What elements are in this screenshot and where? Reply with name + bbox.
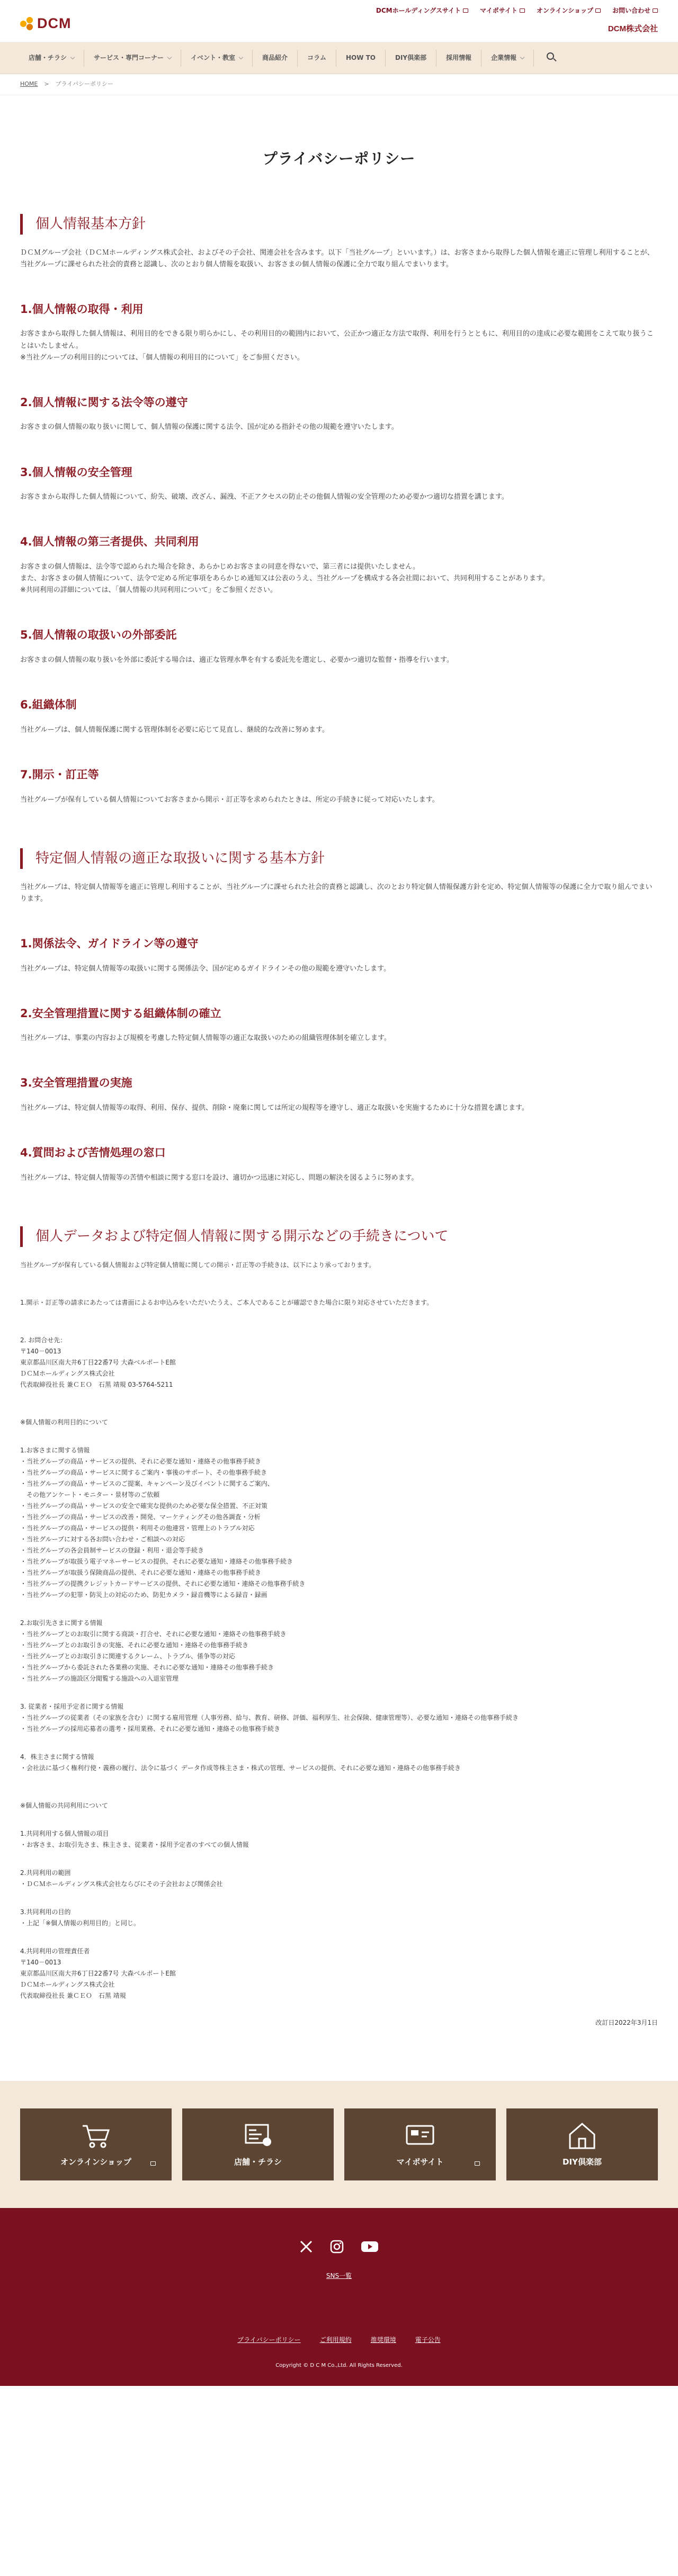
footer-cards	[0, 2081, 678, 2208]
policy-item-heading: 6.組織体制	[20, 698, 77, 712]
site-footer	[0, 2208, 678, 2386]
policy-item-text: お客さまの個人情報の取り扱いを外部に委託する場合は、適正な管理水準を有する委託先を選定し、必要かつ適切な監督・指導を行います。	[20, 656, 453, 664]
card-icon	[404, 2121, 436, 2150]
policy-item-text: 当社グループは、特定個人情報等の苦情や相談に関する窓口を設け、適切かつ迅速に対応し、問題の解決を図るように努めます。	[20, 1173, 418, 1182]
youtube-icon[interactable]	[361, 2240, 379, 2254]
section-intro: 当社グループは、特定個人情報等を適正に管理し利用することが、当社グループに課せられた社会的責務と認識し、次のとおり特定個人情報保護方針を定め、特定個人情報等の保護に全力で取り組んでまいります。	[20, 883, 653, 903]
policy-item-heading: 5.個人情報の取扱いの外部委託	[20, 629, 177, 642]
disclosure-intro: 当社グループが保有している個人情報および特定個人情報に関しての開示・訂正等の手続きは、以下により承っております。	[20, 1261, 376, 1269]
nav-events[interactable]: イベント・教室	[181, 50, 253, 67]
mail-icon	[653, 8, 658, 13]
policy-item-text: 当社グループは、事業の内容および規模を考慮した特定個人情報等の適正な取扱いのための組織管理体制を確立します。	[20, 1034, 391, 1043]
nav-services[interactable]: サービス・専門コーナー	[84, 50, 181, 67]
policy-item-heading: 3.個人情報の安全管理	[20, 465, 132, 479]
joint-use-heading: ※個人情報の共同利用について	[20, 1801, 108, 1809]
policy-item-heading: 4.個人情報の第三者提供、共同利用	[20, 535, 199, 549]
policy-item-text: お客さまの個人情報は、法令等で認められた場合を除き、あらかじめお客さまの同意を得ないで、第三者には提供いたしません。 また、お客さまの個人情報について、法令で定める所定事項をあらかじめ通知又は公表のうえ、当社グループを構成する各会社間において、共同利用することがあります。 ※共同利用の詳細については、「個人情報の共同利用について」をご参照ください。	[20, 563, 549, 595]
sns-list-link[interactable]: SNS一覧	[326, 2272, 352, 2280]
external-link-icon	[463, 8, 468, 13]
external-link-icon	[520, 8, 525, 13]
policy-items	[20, 935, 658, 1184]
policy-item-text: 当社グループは、個人情報保護に関する管理体制を必要に応じて見直し、継続的な改善に努めます。	[20, 725, 329, 734]
house-icon	[566, 2121, 599, 2150]
footer-card-mypo[interactable]: マイポサイト	[344, 2108, 496, 2180]
dcm-logo[interactable]	[20, 12, 72, 36]
breadcrumb-separator: >	[44, 80, 49, 88]
logo-mark-icon	[20, 17, 34, 31]
top-link-online[interactable]: オンラインショップ	[537, 5, 601, 16]
nav-company[interactable]: 企業情報	[481, 50, 534, 67]
global-nav	[0, 42, 678, 74]
purpose-partners: 2.お取引先さまに関する情報 ・当社グループとのお取引に関する商談・打合せ、それに必要な通知・連絡その他事務手続き ・当社グループとのお取引きの実施、それに必要な通知・連絡その他事務手続き ・当社グループとのお取引きに関連するクレーム、トラブル、係争等の対応 ・当社グループから委託された各業務の実施、それに必要な通知・連絡その他事務手続き ・当社グループの施設区分閲覧する施設への入退室管理	[20, 1619, 287, 1682]
search-icon[interactable]	[545, 51, 559, 66]
joint-use-manager: 4.共同利用の管理責任者 〒140－0013 東京都品川区南大井6丁目22番7号 大森ベルポートE館 ＤＣＭホールディングス株式会社 代表取締役社長 兼ＣＥＯ 石黒 靖規	[20, 1947, 176, 1999]
main-content	[0, 146, 678, 2028]
nav-products[interactable]: 商品紹介	[253, 50, 298, 67]
copyright: Copyright © D C M Co.,Ltd. All Rights Reserved.	[275, 2363, 403, 2369]
footer-link-notice[interactable]: 電子公告	[415, 2336, 441, 2344]
disclosure-note-1: 1.開示・訂正等の請求にあたっては書面によるお申込みをいただいたうえ、ご本人であることが確認できた場合に限り対応させていただきます。	[20, 1298, 433, 1306]
purpose-customers: 1.お客さまに関する情報 ・当社グループの商品・サービスの提供、それに必要な通知・連絡その他事務手続き ・当社グループの商品・サービスに関するご案内・事後のサポート、その他事務手続き ・当社グループの商品・サービスのご提案、キャンペーン及びイベントに関するご案内、 その他アンケート・モニター・景材等のご依頼 ・当社グループの商品・サービスの安全で確実な提供のため必要な保全措置、不正対策 ・当社グループの商品・サービスの改善・開発、マーケティングその他各調査・分析 ・当社グループの商品・サービスの提供・利用その他連営・管理上のトラブル対応 ・当社グループに対する各お問い合わせ・ご相談への対応 ・当社グループの各会員制サービスの登録・利用・退会等手続き ・当社グループが取扱う電子マネーサービスの提供、それに必要な通知・連絡その他事務手続き ・当社グループが取扱う保険商品の提供、それに必要な通知・連絡その他事務手続き ・当社グループの提携クレジットカードサービスの提供、それに必要な通知・連絡その他事務手続き ・当社グループの犯罪・防災上の対応のため、防犯カメラ・録音機等による録音・録画	[20, 1446, 306, 1599]
policy-item-heading: 2.安全管理措置に関する組織体制の確立	[20, 1007, 221, 1020]
policy-items	[20, 300, 658, 806]
policy-item-heading: 7.開示・訂正等	[20, 768, 99, 781]
cart-icon	[79, 2121, 112, 2150]
joint-use-purpose: 3.共同利用の目的 ・上記「※個人情報の利用目的」と同じ。	[20, 1908, 140, 1927]
footer-link-environment[interactable]: 推奨環境	[370, 2336, 396, 2344]
policy-item-text: お客さまから取得した個人情報は、利用目的をできる限り明らかにし、その利用目的の範囲内において、公正かつ適正な方法で取得、利用を行うとともに、利用目的の達成に必要な範囲をこえて取り扱うことはいたしません。 ※当社グループの利用目的については、「個人情報の利用目的について」をご参照ください。	[20, 330, 654, 362]
section-heading-specific-info: 特定個人情報の適正な取扱いに関する基本方針	[20, 848, 658, 869]
purpose-shareholders: 4．株主さまに関する情報 ・会社法に基づく権利行使・義務の履行、法令に基づく データ作成等株主さま・株式の管理、サービスの提供、それに必要な通知・連絡その他事務手続き	[20, 1753, 461, 1772]
policy-item-heading: 3.安全管理措置の実施	[20, 1076, 132, 1090]
policy-item-text: 当社グループは、特定個人情報等の取扱いに関する関係法令、国が定めるガイドラインその他の規範を遵守いたします。	[20, 964, 391, 973]
joint-use-scope: 2.共同利用の範囲 ・ＤＣＭホールディングス株式会社ならびにその子会社および関係会社	[20, 1869, 223, 1888]
top-link-contact[interactable]: お問い合わせ	[612, 5, 658, 16]
section-intro: ＤＣＭグループ会社（ＤＣＭホールディングス株式会社、およびその子会社、関連会社を含みます。以下「当社グループ」といいます。）は、お客さまから取得した個人情報を適正に管理し利用することが、当社グループに課せられた社会的責務と認識し、次のとおり個人情報を取扱い、お客さまの個人情報の保護に全力で取り組んでまいります。	[20, 248, 654, 268]
chevron-down-icon	[520, 55, 524, 59]
policy-item-heading: 1.関係法令、ガイドライン等の遵守	[20, 937, 199, 950]
policy-item-heading: 2.個人情報に関する法令等の遵守	[20, 396, 188, 409]
instagram-icon[interactable]	[330, 2240, 344, 2254]
policy-item-text: 当社グループは、特定個人情報等の取得、利用、保存、提供、削除・廃棄に関しては所定の規程等を遵守し、適正な取扱いを実施するために十分な措置を講じます。	[20, 1104, 529, 1112]
policy-item-heading: 1.個人情報の取得・利用	[20, 302, 144, 316]
policy-item-text: お客さまの個人情報の取り扱いに関して、個人情報の保護に関する法令、国が定める指針その他の規範を遵守いたします。	[20, 423, 398, 432]
nav-diy-club[interactable]: DIY倶楽部	[386, 50, 436, 67]
top-links	[376, 5, 658, 16]
external-link-icon	[150, 2161, 156, 2166]
nav-recruit[interactable]: 採用情報	[436, 50, 481, 67]
nav-column[interactable]: コラム	[298, 50, 336, 67]
external-link-icon	[475, 2161, 480, 2166]
contact-address: 2. お問合せ先： 〒140－0013 東京都品川区南大井6丁目22番7号 大森ベルポートE館 ＤＣＭホールディングス株式会社 代表取締役社長 兼ＣＥＯ 石黒 靖規 03-5764-5211	[20, 1336, 176, 1388]
corp-name: DCM株式会社	[608, 24, 658, 33]
chevron-down-icon	[167, 55, 172, 59]
joint-use-items: 1.共同利用する個人情報の項目 ・お客さま、お取引先さま、株主さま、従業者・採用予定者のすべての個人情報	[20, 1829, 249, 1848]
policy-item-heading: 4.質問および苦情処理の窓口	[20, 1146, 166, 1160]
purpose-heading: ※個人情報の利用目的について	[20, 1418, 108, 1426]
breadcrumb	[0, 74, 678, 95]
nav-stores[interactable]: 店舗・チラシ	[19, 50, 84, 67]
nav-howto[interactable]: HOW TO	[336, 50, 386, 67]
footer-link-terms[interactable]: ご利用規約	[319, 2336, 352, 2344]
policy-item-text: 当社グループが保有している個人情報についてお客さまから開示・訂正等を求められたときは、所定の手続きに従って対応いたします。	[20, 795, 439, 804]
x-twitter-icon[interactable]	[299, 2240, 313, 2254]
page-title: プライバシーポリシー	[262, 150, 416, 167]
footer-card-stores[interactable]: 店舗・チラシ	[182, 2108, 334, 2180]
breadcrumb-current: プライバシーポリシー	[55, 80, 114, 88]
breadcrumb-home[interactable]: HOME	[20, 80, 38, 88]
top-link-holdings[interactable]: DCMホールディングスサイト	[376, 5, 468, 16]
policy-item-text: お客さまから取得した個人情報について、紛失、破壊、改ざん、漏洩、不正アクセスの防止その他個人情報の安全管理のため必要かつ適切な措置を講じます。	[20, 493, 508, 501]
sns-icons	[0, 2240, 678, 2254]
footer-links	[0, 2335, 678, 2345]
logo-text: DCM	[37, 15, 72, 31]
top-link-mypo[interactable]: マイポサイト	[480, 5, 525, 16]
section-heading-disclosure: 個人データおよび特定個人情報に関する開示などの手続きについて	[20, 1226, 658, 1247]
section-heading-basic-policy: 個人情報基本方針	[20, 214, 658, 235]
footer-card-diy-club[interactable]: DIY倶楽部	[506, 2108, 658, 2180]
chevron-down-icon	[239, 55, 243, 59]
external-link-icon	[595, 8, 601, 13]
revised-date: 改訂日2022年3月1日	[595, 2018, 658, 2026]
flyer-icon	[242, 2121, 274, 2150]
footer-card-online-shop[interactable]: オンラインショップ	[20, 2108, 172, 2180]
site-header	[0, 0, 678, 42]
chevron-down-icon	[70, 55, 75, 59]
purpose-employees: 3. 従業者・採用予定者に関する情報 ・当社グループの従業者（その家族を含む）に関する雇用管理（人事労務、給与、教育、研修、評価、福利厚生、社会保険、健康管理等）、必要な通知・連絡その他事務手続き ・当社グループの採用応募者の選考・採用業務、それに必要な通知・連絡その他事務手続き	[20, 1702, 519, 1733]
footer-link-privacy[interactable]: プライバシーポリシー	[237, 2336, 301, 2344]
